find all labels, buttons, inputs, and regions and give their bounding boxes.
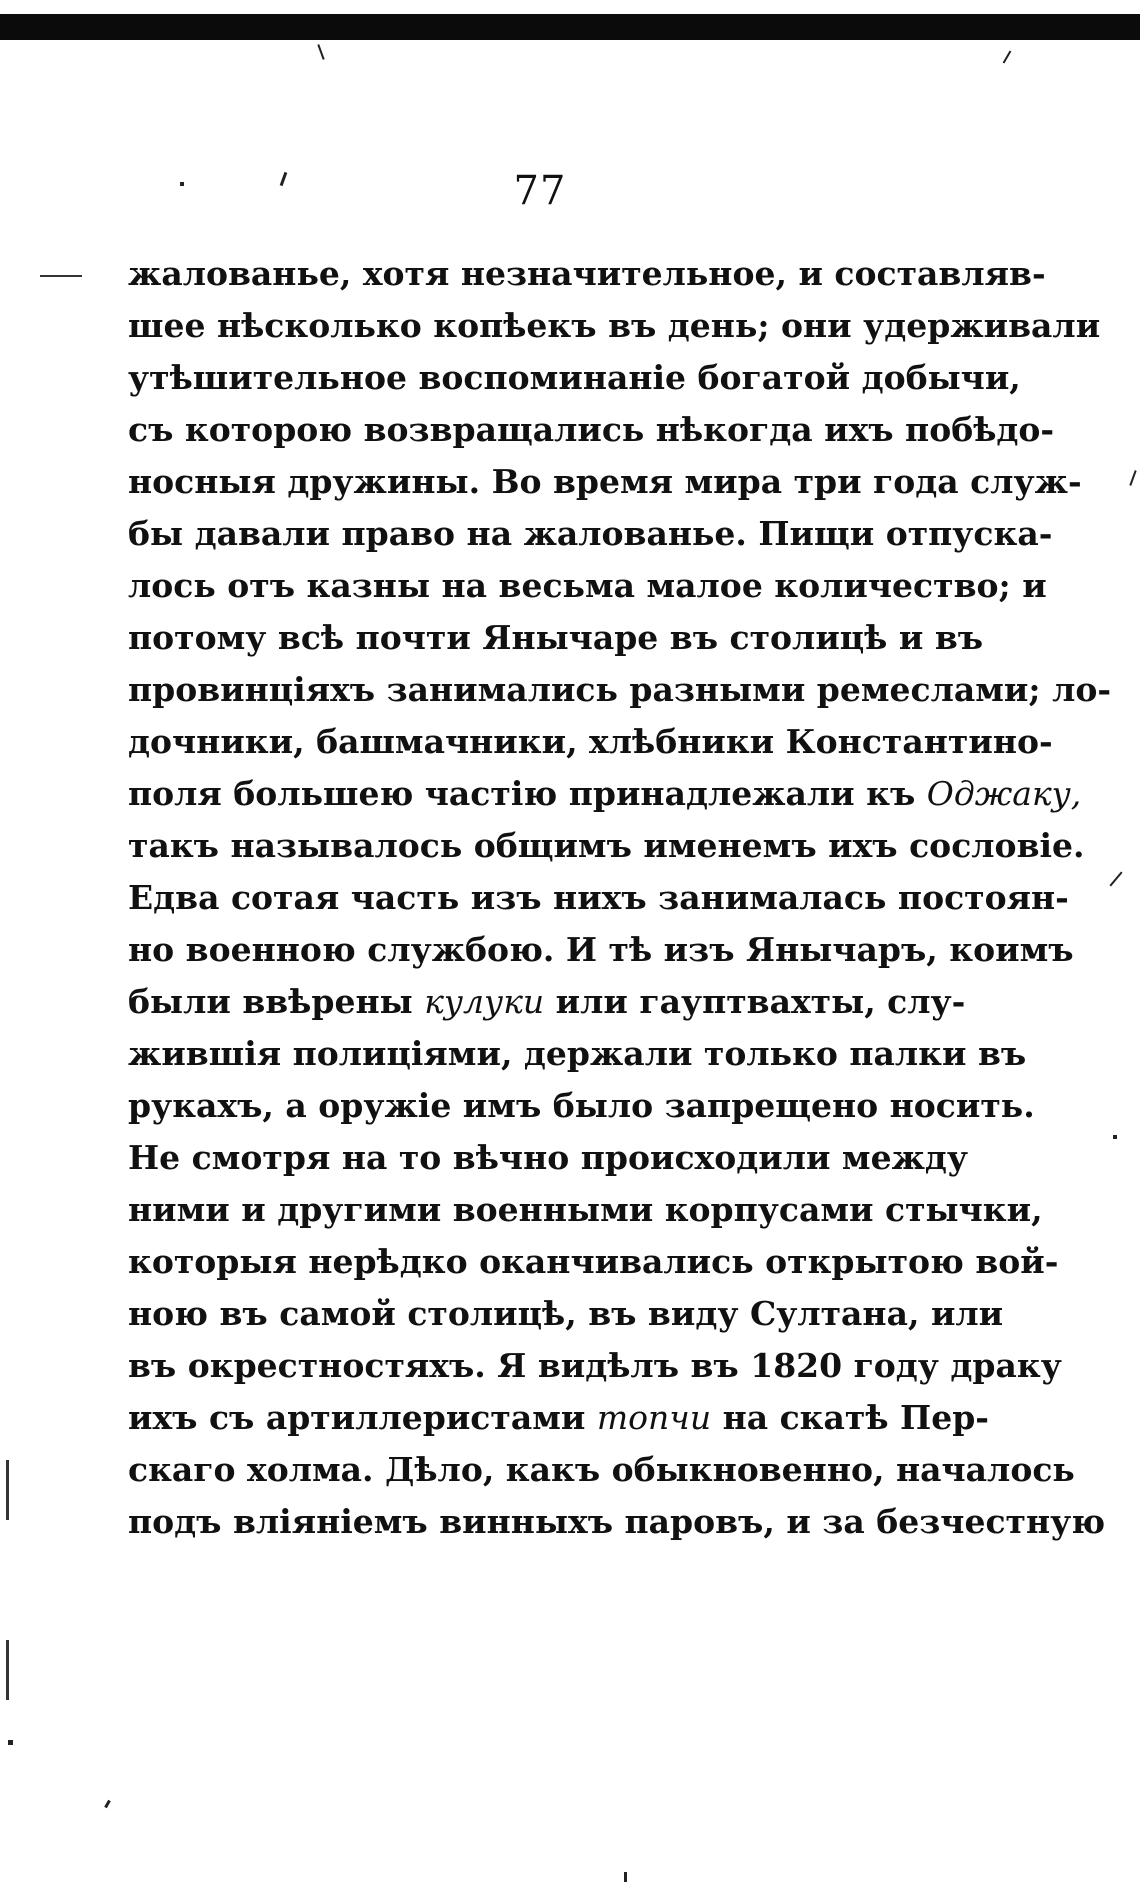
- text-span: жившія полиціями, держали только палки въ: [128, 1034, 1027, 1073]
- text-span: но военною службою. И тѣ изъ Янычаръ, коимъ: [128, 930, 1074, 969]
- text-span: на скатѣ Пер-: [711, 1398, 989, 1437]
- text-span: Не смотря на то вѣчно происходили между: [128, 1138, 969, 1177]
- italic-term-topchi: топчи: [596, 1398, 712, 1437]
- scan-speck: [180, 182, 184, 186]
- text-line: [128, 1392, 989, 1444]
- text-span: которыя нерѣдко оканчивались открытою вой-: [128, 1242, 1059, 1281]
- text-line: [128, 1496, 1106, 1548]
- text-span: дочники, башмачники, хлѣбники Константино-: [128, 722, 1053, 761]
- text-span: или гауптвахты, слу-: [544, 982, 966, 1021]
- text-line: [128, 924, 1074, 976]
- text-line: [128, 1028, 1027, 1080]
- text-line: [128, 404, 1055, 456]
- text-line: [128, 300, 1101, 352]
- text-span: подъ вліяніемъ винныхъ паровъ, и за безчестную: [128, 1502, 1106, 1541]
- scan-speck: [1113, 1135, 1117, 1139]
- body-text: [128, 248, 1112, 1548]
- text-line: [128, 612, 984, 664]
- text-span: лось отъ казны на весьма малое количество; и: [128, 566, 1047, 605]
- scan-speck: [1109, 871, 1122, 886]
- text-span: носныя дружины. Во время мира три года служ-: [128, 462, 1082, 501]
- text-line: [128, 1340, 1062, 1392]
- text-span: ними и другими военными корпусами стычки,: [128, 1190, 1043, 1229]
- text-line: [128, 1288, 1004, 1340]
- text-line: [128, 560, 1047, 612]
- text-span: шее нѣсколько копѣекъ въ день; они удерживали: [128, 306, 1101, 345]
- text-span: въ окрестностяхъ. Я видѣлъ въ 1820 году драку: [128, 1346, 1062, 1385]
- margin-mark: [6, 1640, 9, 1700]
- scan-speck: [1129, 470, 1136, 486]
- text-span: провинціяхъ занимались разными ремеслами; ло-: [128, 670, 1112, 709]
- text-span: ихъ съ артиллеристами: [128, 1398, 597, 1437]
- text-span: бы давали право на жалованье. Пищи отпуска-: [128, 514, 1053, 553]
- text-line: [128, 872, 1069, 924]
- scan-speck: [8, 1740, 13, 1745]
- scan-speck: [624, 1872, 627, 1882]
- scan-speck: [1003, 50, 1012, 63]
- text-span: были ввѣрены: [128, 982, 425, 1021]
- text-line: [128, 664, 1112, 716]
- text-line: [128, 456, 1082, 508]
- text-span: утѣшительное воспоминаніе богатой добычи,: [128, 358, 1021, 397]
- text-line: [128, 1184, 1043, 1236]
- text-line: [128, 248, 1046, 300]
- text-span: скаго холма. Дѣло, какъ обыкновенно, началось: [128, 1450, 1075, 1489]
- page-number: 77: [513, 168, 567, 214]
- text-line: [128, 1444, 1075, 1496]
- text-line: [128, 768, 1082, 820]
- margin-mark: [40, 275, 82, 277]
- text-span: поля большею частію принадлежали къ: [128, 774, 927, 813]
- text-line: [128, 508, 1053, 560]
- text-span: Едва сотая часть изъ нихъ занималась постоян-: [128, 878, 1069, 917]
- text-span: рукахъ, а оружіе имъ было запрещено носить.: [128, 1086, 1035, 1125]
- text-span: потому всѣ почти Янычаре въ столицѣ и въ: [128, 618, 984, 657]
- text-line: [128, 1080, 1035, 1132]
- page-top-edge: [0, 14, 1140, 40]
- text-span: жалованье, хотя незначительное, и составляв-: [128, 254, 1046, 293]
- text-line: [128, 976, 966, 1028]
- text-line: [128, 820, 1085, 872]
- italic-term-kuluki: кулуки: [424, 982, 545, 1021]
- text-span: ною въ самой столицѣ, въ виду Султана, или: [128, 1294, 1004, 1333]
- scan-speck: [317, 44, 324, 60]
- italic-term-odzhak: Оджаку,: [926, 774, 1082, 813]
- text-line: [128, 352, 1021, 404]
- margin-mark: [6, 1460, 9, 1520]
- text-line: [128, 1132, 969, 1184]
- scan-speck: [104, 1800, 111, 1808]
- text-span: такъ называлось общимъ именемъ ихъ сословіе.: [128, 826, 1085, 865]
- text-line: [128, 716, 1053, 768]
- text-span: съ которою возвращались нѣкогда ихъ побѣдо-: [128, 410, 1055, 449]
- text-line: [128, 1236, 1059, 1288]
